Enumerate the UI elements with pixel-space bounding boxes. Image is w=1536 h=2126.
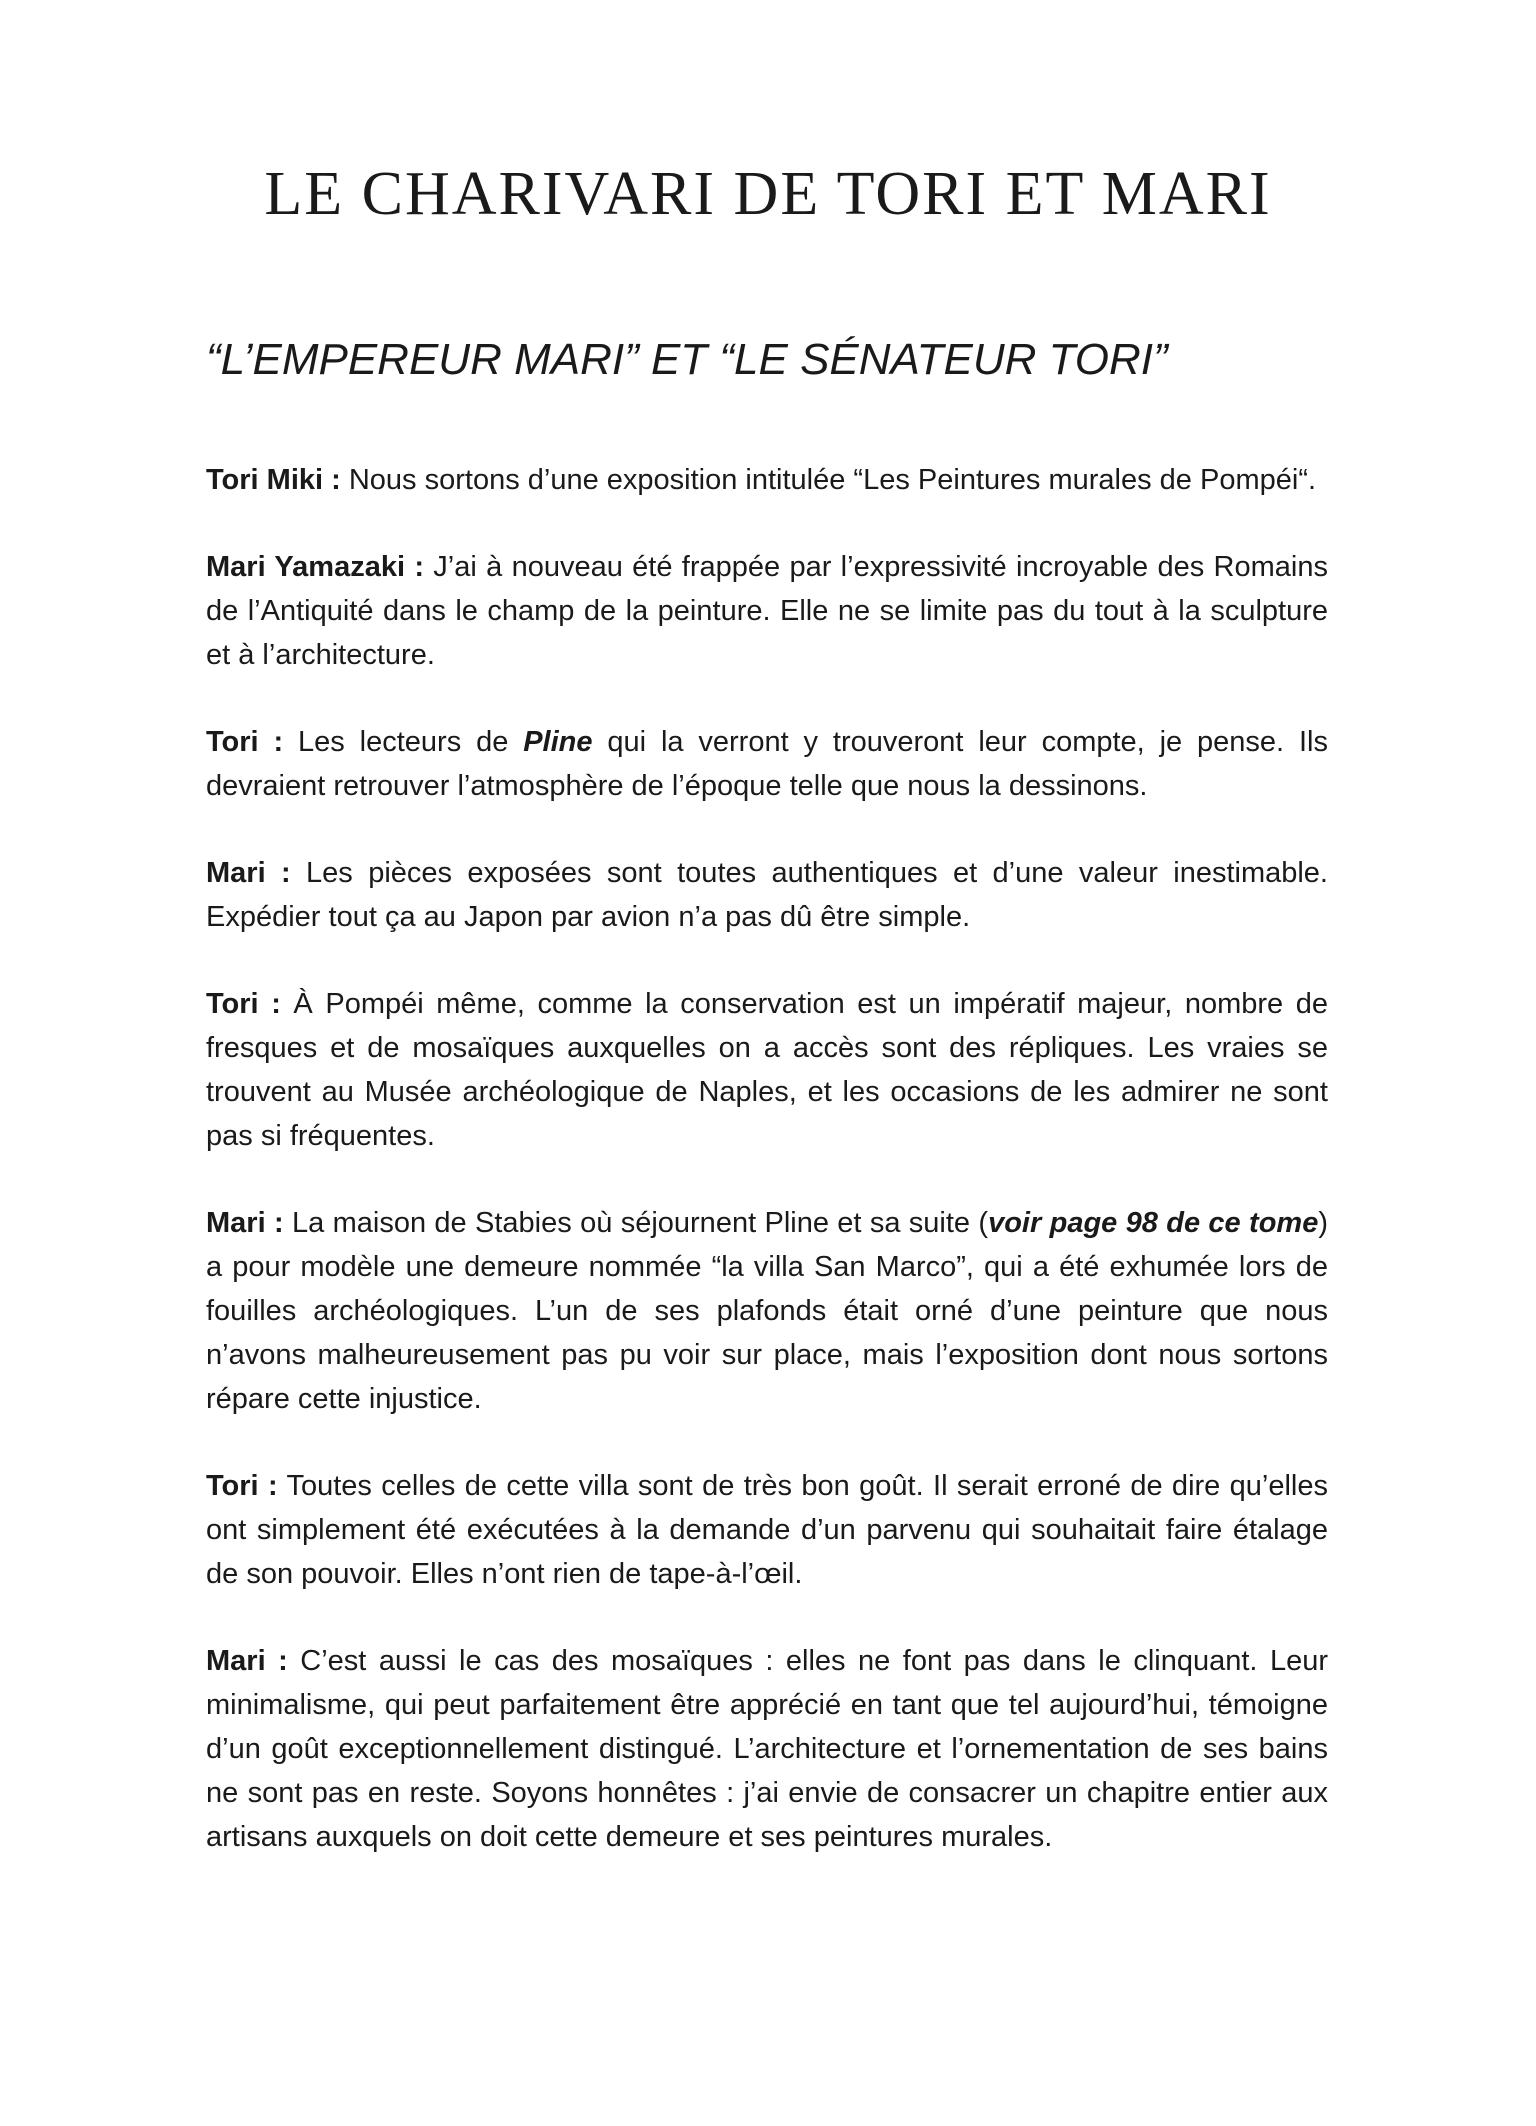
paragraph-text: Toutes celles de cette villa sont de très bon goût. Il serait erroné de dire qu’elles ont simplement été exécutées à la demande d’un parvenu qui souhaitait faire étalage de son pouvoir. Elles n’ont rien de tape-à-l’œil. <box>206 1470 1328 1590</box>
dialogue-paragraph <box>206 458 1328 502</box>
dialogue-paragraph <box>206 982 1328 1158</box>
speaker-label: Tori : <box>206 988 281 1020</box>
paragraph-text: qui la verront y trouveront leur compte, je pense. Ils devraient retrouver l’atmosphère de l’époque telle que nous la dessinons. <box>206 726 1328 802</box>
paragraph-text: J’ai à nouveau été frappée par l’expressivité incroyable des Romains de l’Antiquité dans le champ de la peinture. Elle ne se limite pas du tout à la sculpture et à l’architecture. <box>206 551 1328 671</box>
paragraph-text: Nous sortons d’une exposition intitulée “Les Peintures murales de Pompéi“. <box>340 464 1317 496</box>
speaker-label: Tori Miki : <box>206 464 341 496</box>
page-title: LE CHARIVARI DE TORI ET MARI <box>264 160 1272 228</box>
dialogue-paragraph <box>206 1201 1328 1421</box>
dialogue-paragraph <box>206 1639 1328 1859</box>
dialogue-paragraph <box>206 1464 1328 1596</box>
speaker-label: Mari Yamazaki : <box>206 551 424 583</box>
paragraph-text: Les lecteurs de <box>283 726 524 758</box>
paragraph-text: La maison de Stabies où séjournent Pline et sa suite ( <box>283 1207 989 1239</box>
paragraph-text: Les pièces exposées sont toutes authentiques et d’une valeur inestimable. Expédier tout ça au Japon par avion n’a pas dû être simple. <box>206 857 1328 933</box>
speaker-label: Mari : <box>206 1207 284 1239</box>
paragraph-text: ) a pour modèle une demeure nommée “la villa San Marco”, qui a été exhumée lors de fouilles archéologiques. L’un de ses plafonds était orné d’une peinture que nous n’avons malheureusement pas pu voir sur place, mais l’exposition dont nous sortons répare cette injustice. <box>206 1207 1328 1415</box>
dialogue-paragraph <box>206 720 1328 808</box>
speaker-label: Tori : <box>206 726 284 758</box>
paragraph-text: C’est aussi le cas des mosaïques : elles ne font pas dans le clinquant. Leur minimalisme, qui peut parfaitement être apprécié en tant que tel aujourd’hui, témoigne d’un goût exceptionnellement distingué. L’architecture et l’ornementation de ses bains ne sont pas en reste. Soyons honnêtes : j’ai envie de consacrer un chapitre entier aux artisans auxquels on doit cette demeure et ses peintures murales. <box>206 1645 1328 1853</box>
speaker-label: Mari : <box>206 1645 288 1677</box>
speaker-label: Mari : <box>206 857 291 889</box>
emphasis-text: Pline <box>523 726 593 758</box>
dialogue-body <box>206 458 1328 1902</box>
emphasis-text: voir page 98 de ce tome <box>988 1207 1319 1239</box>
dialogue-paragraph <box>206 545 1328 677</box>
dialogue-paragraph <box>206 851 1328 939</box>
paragraph-text: À Pompéi même, comme la conservation est un impératif majeur, nombre de fresques et de mosaïques auxquelles on a accès sont des répliques. Les vraies se trouvent au Musée archéologique de Naples, et les occasions de les admirer ne sont pas si fréquentes. <box>206 988 1328 1152</box>
section-subtitle: “L’EMPEREUR MARI” ET “LE SÉNATEUR TORI” <box>206 335 1168 384</box>
speaker-label: Tori : <box>206 1470 278 1502</box>
